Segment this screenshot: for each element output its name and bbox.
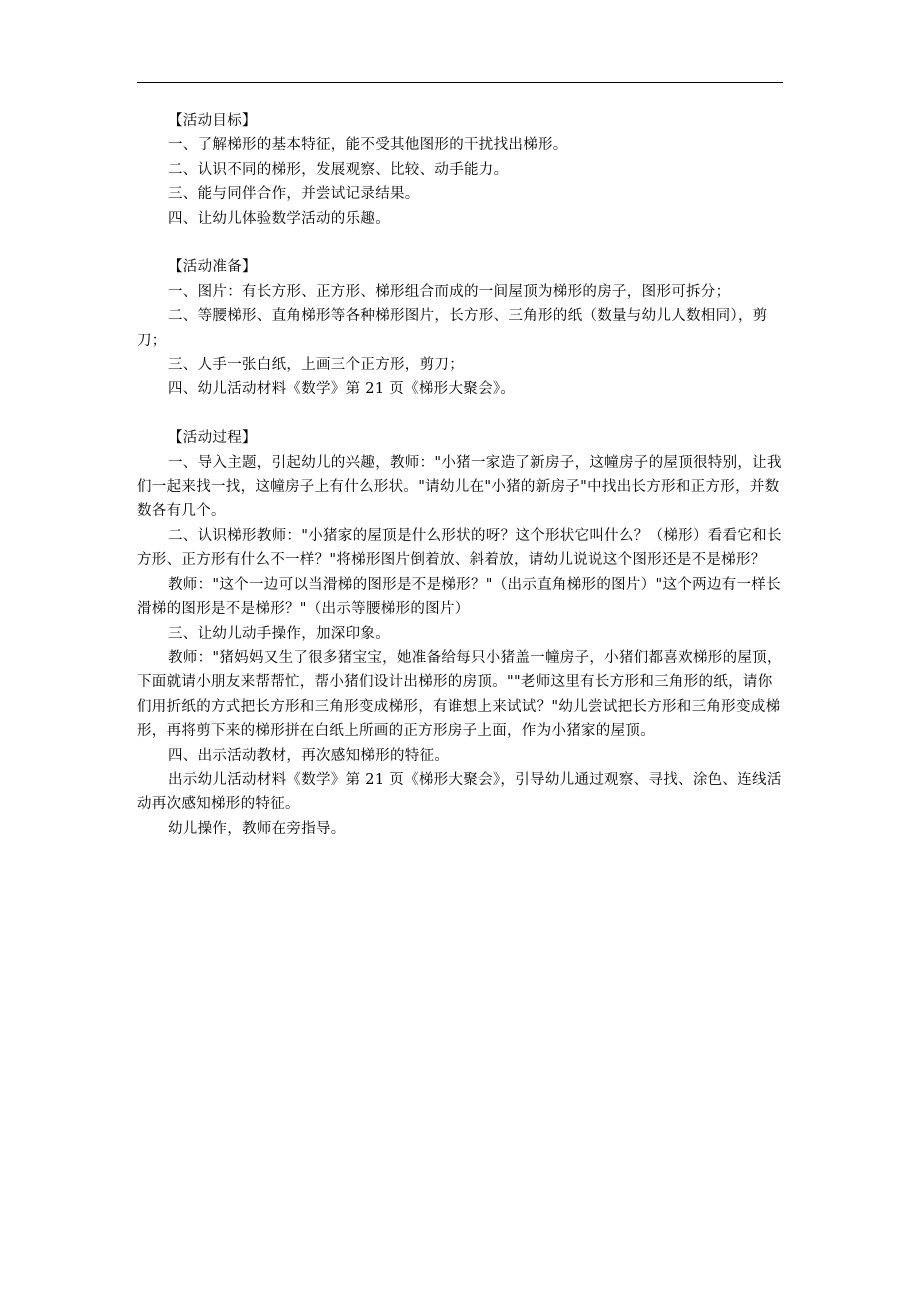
paragraph: 三、能与同伴合作，并尝试记录结果。 bbox=[168, 186, 420, 203]
paragraph: 一、图片：有长方形、正方形、梯形组合而成的一间屋顶为梯形的房子，图形可拆分； bbox=[168, 283, 731, 300]
section-heading: 【活动目标】 bbox=[168, 113, 257, 129]
paragraph: 四、让幼儿体验数学活动的乐趣。 bbox=[168, 210, 390, 227]
section-preparation bbox=[137, 255, 787, 401]
paragraph: 教师："这个一边可以当滑梯的图形是不是梯形？"（出示直角梯形的图片）"这个两边有一样长滑梯的图形是不是梯形？"（出示等腰梯形的图片） bbox=[137, 576, 781, 618]
paragraph: 一、了解梯形的基本特征，能不受其他图形的干扰找出梯形。 bbox=[168, 137, 568, 154]
paragraph: 二、认识梯形教师："小猪家的屋顶是什么形状的呀？这个形状它叫什么？（梯形）看看它和长方形、正方形有什么不一样？"将梯形图片倒着放、斜着放，请幼儿说说这个图形还是不是梯形？ bbox=[137, 527, 782, 569]
header-divider bbox=[137, 82, 783, 83]
document-body bbox=[137, 109, 787, 841]
paragraph: 二、等腰梯形、直角梯形等各种梯形图片，长方形、三角形的纸（数量与幼儿人数相同），剪刀； bbox=[137, 308, 768, 349]
section-goals bbox=[137, 109, 787, 231]
paragraph: 四、出示活动教材，再次感知梯形的特征。 bbox=[168, 747, 450, 764]
paragraph: 幼儿操作，教师在旁指导。 bbox=[168, 820, 346, 837]
paragraph: 三、让幼儿动手操作，加深印象。 bbox=[168, 625, 390, 642]
section-heading: 【活动过程】 bbox=[168, 430, 257, 447]
paragraph: 一、导入主题，引起幼儿的兴趣，教师："小猪一家造了新房子，这幢房子的屋顶很特别，让我们一起来找一找，这幢房子上有什么形状。"请幼儿在"小猪的新房子"中找出长方形和正方形，并数数各有几个。 bbox=[137, 454, 782, 520]
paragraph: 教师："猪妈妈又生了很多猪宝宝，她准备给每只小猪盖一幢房子，小猪们都喜欢梯形的屋顶，下面就请小朋友来帮帮忙，帮小猪们设计出梯形的房顶。""老师这里有长方形和三角形的纸，请你们用折纸的方式把长方形和三角形变成梯形，有谁想上来试试？"幼儿尝试把长方形和三角形变成梯形，再将剪下来的梯形拼在白纸上所画的正方形房子上面，作为小猪家的屋顶。 bbox=[137, 649, 782, 740]
paragraph: 四、幼儿活动材料《数学》第 21 页《梯形大聚会》。 bbox=[168, 381, 516, 398]
section-heading: 【活动准备】 bbox=[168, 259, 257, 276]
section-process bbox=[137, 426, 787, 841]
paragraph: 二、认识不同的梯形，发展观察、比较、动手能力。 bbox=[168, 161, 509, 178]
paragraph: 三、人手一张白纸，上画三个正方形，剪刀； bbox=[168, 357, 464, 374]
paragraph: 出示幼儿活动材料《数学》第 21 页《梯形大聚会》，引导幼儿通过观察、寻找、涂色、连线活动再次感知梯形的特征。 bbox=[137, 771, 782, 813]
